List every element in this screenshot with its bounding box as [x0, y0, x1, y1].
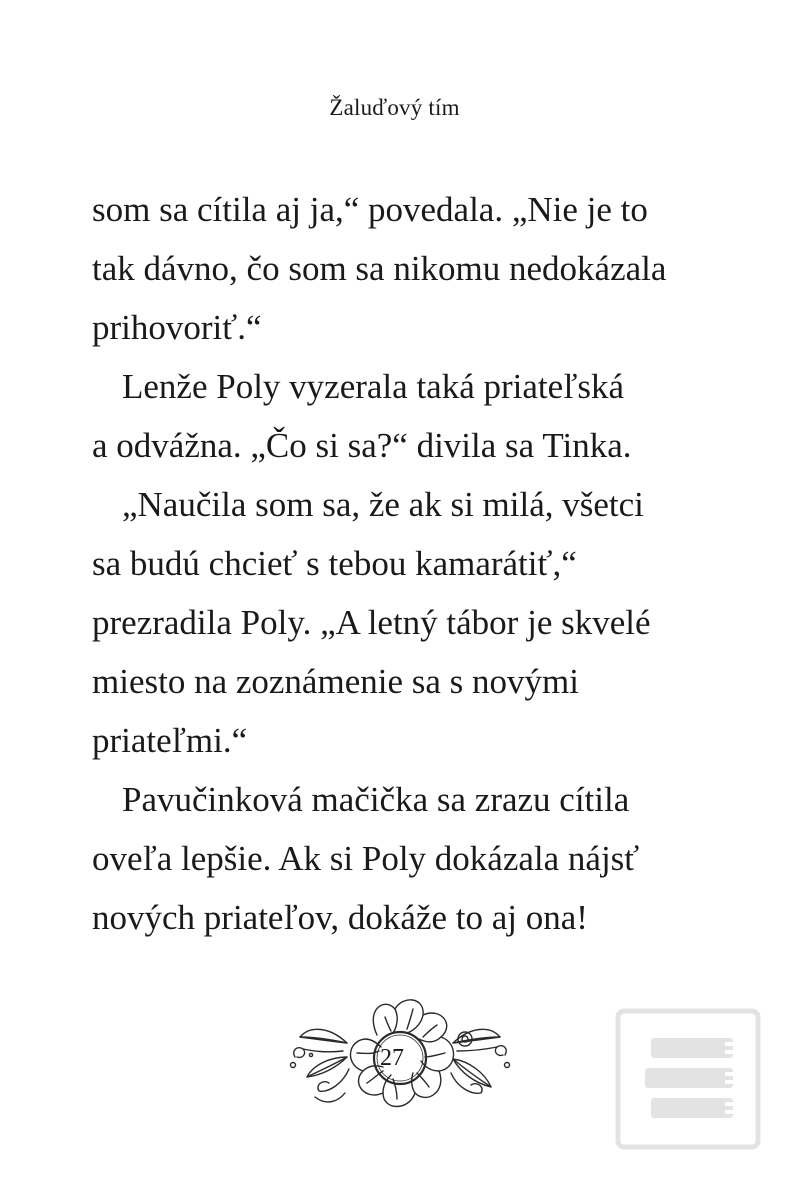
- text-line: priateľmi.“: [92, 721, 248, 760]
- stacked-books-watermark-icon: [615, 1008, 761, 1150]
- text-line: Pavučinková mačička sa zrazu cítila: [122, 780, 630, 819]
- text-line: tak dávno, čo som sa nikomu nedokázala: [92, 249, 667, 288]
- text-line: sa budú chcieť s tebou kamarátiť,“: [92, 544, 577, 583]
- text-line: prezradila Poly. „A letný tábor je skvelé: [92, 603, 651, 642]
- text-line: Lenže Poly vyzerala taká priateľská: [122, 367, 625, 406]
- text-line: prihovoriť.“: [92, 308, 262, 347]
- text-line: som sa cítila aj ja,“ povedala. „Nie je to: [92, 190, 648, 229]
- text-line: „Naučila som sa, že ak si milá, všetci: [122, 485, 644, 524]
- running-title: Žaluďový tím: [329, 95, 460, 120]
- text-line: miesto na zoznámenie sa s novými: [92, 662, 579, 701]
- text-line: a odvážna. „Čo si sa?“ divila sa Tinka.: [92, 426, 632, 465]
- text-line: oveľa lepšie. Ak si Poly dokázala nájsť: [92, 839, 640, 878]
- page-number: 27: [380, 1045, 404, 1071]
- page-body-text: [92, 180, 712, 947]
- page-footer-ornament: [285, 995, 515, 1125]
- text-line: nových priateľov, dokáže to aj ona!: [92, 898, 588, 937]
